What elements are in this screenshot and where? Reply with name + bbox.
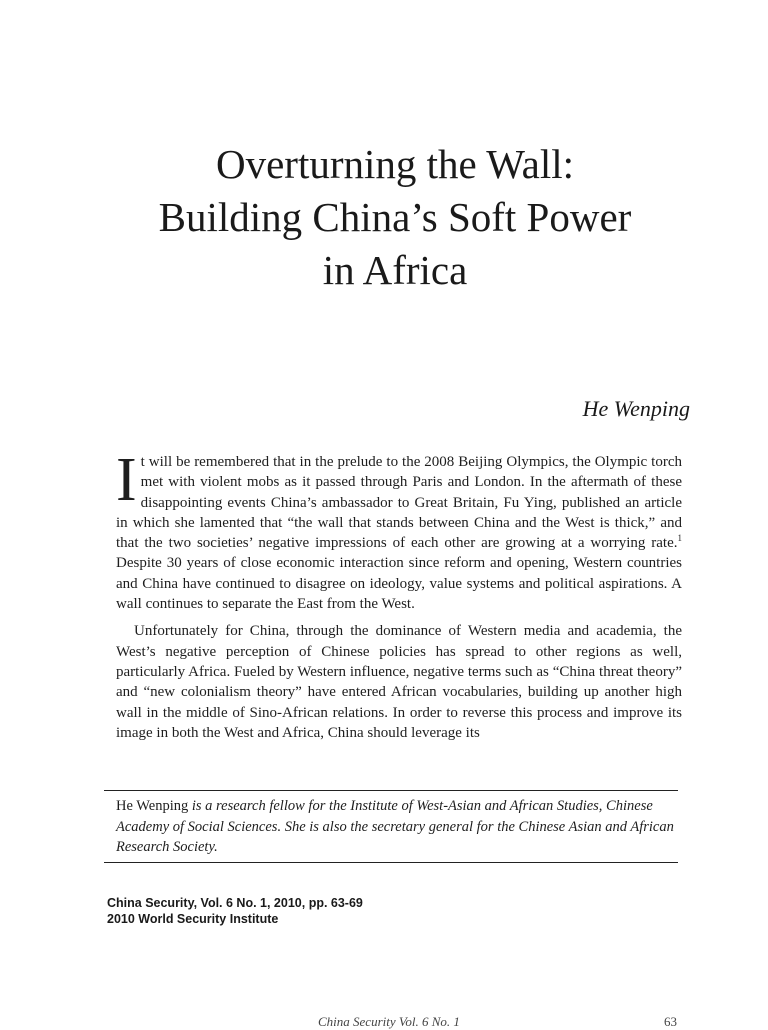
article-title <box>0 138 768 297</box>
bio-description: is a research fellow for the Institute of West-Asian and African Studies, Chinese Academy of Social Sciences. She is also the secretary general for the Chinese Asian and African Research Society. <box>116 798 674 855</box>
author-byline: He Wenping <box>582 396 690 421</box>
title-line-2: Building China’s Soft Power <box>158 194 632 240</box>
bio-name: He Wenping <box>116 798 189 814</box>
author-bio <box>116 796 682 858</box>
footnote-ref[interactable]: 1 <box>677 533 682 544</box>
paragraph-1 <box>116 446 682 614</box>
drop-cap: I <box>116 446 137 514</box>
article-body <box>116 446 682 743</box>
paragraph-1-text-b: Despite 30 years of close economic interaction since reform and opening, Western countries and China have continued to disagree on ideology, value systems and political aspirations. A wall continues to separate the East from the West. <box>116 555 682 613</box>
page-number: 63 <box>664 1014 677 1029</box>
title-line-3: in Africa <box>322 247 468 293</box>
paragraph-2: Unfortunately for China, through the dominance of Western media and academia, the West’s negative perception of Chinese policies has spread to other regions as well, particularly Africa. Fueled by Western influence, negative terms such as “China threat theory” and “new colonialism theory” have entered African vocabularies, building up another high wall in the middle of Sino-African relations. In order to reverse this process and improve its image in both the West and Africa, China should leverage its <box>116 623 682 741</box>
citation-block <box>107 895 363 927</box>
citation-line-2: 2010 World Security Institute <box>107 912 279 926</box>
paragraph-1-text-a: t will be remembered that in the prelude to the 2008 Beijing Olympics, the Olympic torch met with violent mobs as it passed through Paris and London. In the aftermath of these disappointing events China’s ambassador to Great Britain, Fu Ying, published an article in which she lamented that “the wall that stands between China and the West is thick,” and that the two societies’ negative impressions of each other are growing at a worrying rate. <box>116 454 682 552</box>
bio-bottom-rule <box>104 862 678 863</box>
title-line-1: Overturning the Wall: <box>215 141 575 187</box>
bio-top-rule <box>104 790 678 791</box>
citation-line-1: China Security, Vol. 6 No. 1, 2010, pp. 63-69 <box>107 896 363 910</box>
running-footer: China Security Vol. 6 No. 1 <box>318 1014 460 1029</box>
